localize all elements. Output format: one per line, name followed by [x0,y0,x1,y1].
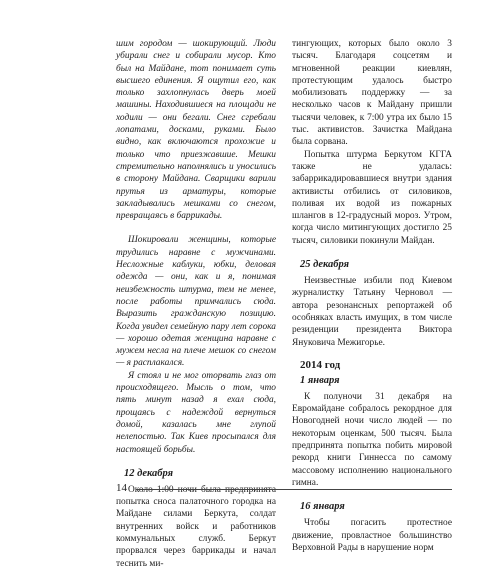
paragraph: К полуночи 31 декабря на Евромайдане собралось рекордное для Новогодней ночи число людей — по некоторым оценкам, 500 тысяч. Была предпринята попытка побить мировой рекорд книги Гиннесса по самому массовому исполнению национального гимна. [292,391,452,488]
date-heading: 1 января [300,374,340,386]
page-number: 14 [116,482,127,494]
paragraph: Шокировали женщины, которые трудились наравне с мужчинами. Несложные каблуки, юбки, деловая одежда — они, как и я, понимая неизбежность штурма, тем не менее, после работы примчались сюда. Выразить гражданскую позицию. Когда увидел семейную пару лет сорока — хорошо одетая женщина наравне с мужем несла на плече мешок со снегом — я расплакался. [116,235,276,369]
paragraph: Около 1:00 ночи была предпринята попытка сноса палаточного городка на Майдане силами Беркута, солдат внутренних войск и работников коммунальных служб. Беркут прорвался через баррикады и начал теснить ми- [116,484,276,569]
right-column [292,38,452,554]
paragraph: Чтобы погасить протестное движение, провластное большинство Верховной Рады в нарушение норм [292,518,452,553]
date-heading: 16 января [300,501,345,513]
date-heading: 12 декабря [124,467,174,479]
paragraph: Попытка штурма Беркутом КГГА также не удалась: забаррикадировавшиеся внутри здания активисты отбились от силовиков, поливая их водой из пожарных шлангов в 12-градусный мороз. Утром, когда число митингующих достигло 25 тысяч, силовики покинули Майдан. [292,149,452,246]
footer-rule [136,489,452,490]
date-heading: 25 декабря [300,259,350,271]
paragraph: тингующих, которых было около 3 тысяч. Благодаря соцсетям и мгновенной реакции киевлян, протестующим удалось быстро мобилизовать поддержку — за несколько часов к Майдану пришли тысячи человек, к 7:00 утра их было 15 тыс. активистов. Зачистка Майдана была сорвана. [292,39,452,148]
year-heading: 2014 год [300,358,341,371]
paragraph: Я стоял и не мог оторвать глаз от происходящего. Мысль о том, что пять минут назад я ехал сюда, прощаясь с надеждой вернуться домой, казалась мне глупой нелепостью. Так Киев просыпался для настоящей борьбы. [116,370,276,455]
paragraph: шим городом — шокирующий. Люди убирали снег и собирали мусор. Кто был на Майдане, тот понимает суть высшего единения. Я ощутил его, как только захлопнулась дверь моей машины. Находившиеся на площади не ходили — они бегали. Снег сгребали лопатами, досками, руками. Было видно, как включаются прохожие и только что приезжавшие. Мешки стремительно наполнялись и уносились в сторону Майдана. Сварщики варили прутья из арматуры, которые закладывались мешками со снегом, превращаясь в баррикады. [116,39,276,222]
paragraph: Неизвестные избили под Киевом журналистку Татьяну Черновол — автора резонансных репортажей об особняках власть имущих, в том числе резиденции президента Виктора Януковича Межигорье. [292,276,452,348]
page-footer [116,482,452,496]
